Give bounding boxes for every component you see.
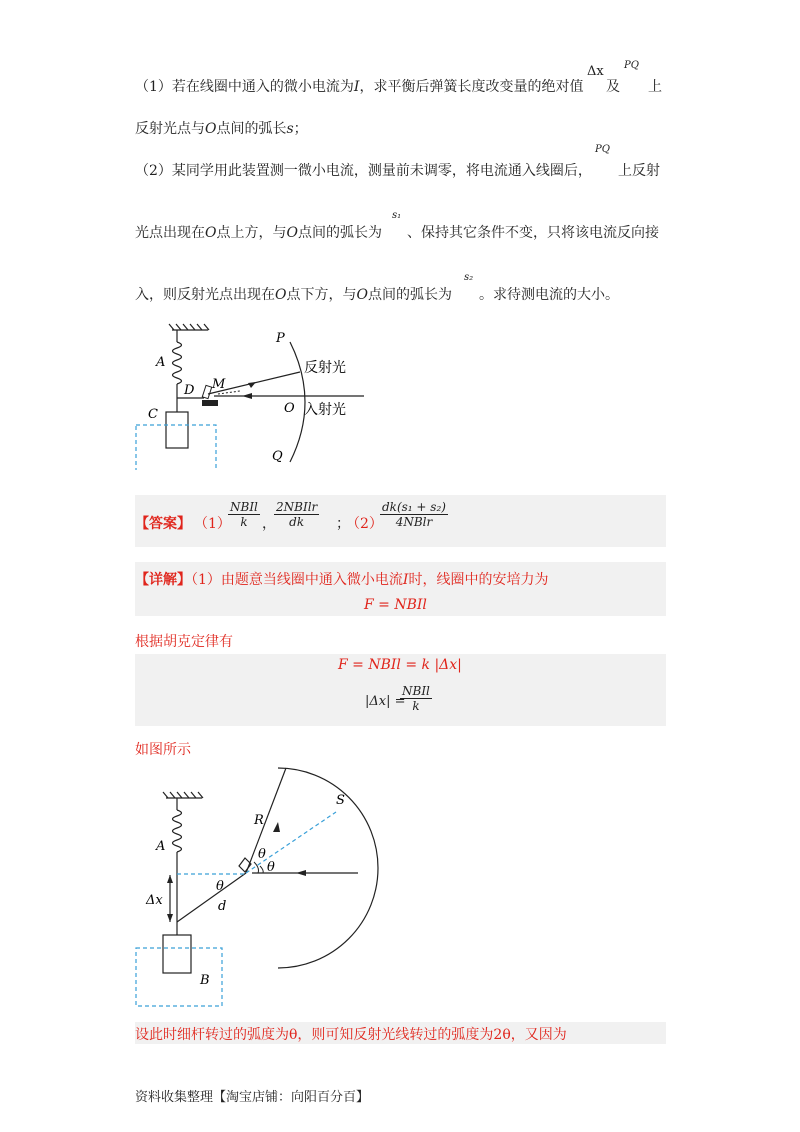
q2-s1: s₁ — [392, 210, 402, 221]
fig1-label-A: A — [156, 355, 166, 370]
fig1-label-Q: Q — [272, 449, 283, 464]
fig2-label-S: S — [336, 793, 345, 808]
fig1-label-incident: 入射光 — [304, 402, 346, 418]
figure-2-geometry — [130, 760, 380, 1010]
answer-frac-1: NBIl k — [230, 500, 258, 529]
fig2-label-A: A — [156, 839, 166, 854]
fig2-label-dx: Δx — [146, 893, 163, 908]
as-shown-text: 如图所示 — [135, 742, 191, 758]
q2-pq: PQ — [595, 144, 610, 155]
detail-eq-abs-lhs: |Δx| = — [365, 694, 406, 709]
fig1-label-C: C — [148, 407, 158, 422]
fig1-label-D: D — [184, 383, 195, 398]
answer-frac-2: 2NBIlr dk — [276, 500, 318, 529]
fig2-label-R: R — [254, 813, 264, 828]
detail-eq-hooke: F = NBIl = k |Δx| — [338, 657, 462, 673]
q1-ji: 及 — [606, 79, 620, 95]
fig1-label-O: O — [284, 401, 295, 416]
q1-line2: 反射光点与O点间的弧长s； — [135, 121, 308, 137]
answer-semicolon: ； — [336, 516, 350, 532]
fig1-label-M: M — [212, 377, 226, 392]
page-footer: 资料收集整理【淘宝店铺：向阳百分百】 — [135, 1090, 370, 1105]
q1-pq: PQ — [624, 60, 639, 71]
q1-delta-x: Δx — [587, 64, 604, 79]
detail-eq-abs-frac: NBIl k — [402, 684, 430, 713]
q2-line3-end: 。求待测电流的大小。 — [479, 287, 619, 303]
fig2-label-d: d — [218, 899, 227, 914]
answer-part1: （1） — [194, 516, 231, 532]
q2-line2-end: 、保持其它条件不变，只将该电流反向接 — [407, 225, 659, 241]
fig1-label-P: P — [276, 331, 285, 346]
answer-comma: ， — [262, 516, 276, 532]
answer-part2: （2） — [346, 516, 383, 532]
q1-line1: （1）若在线圈中通入的微小电流为I，求平衡后弹簧长度改变量的绝对值 — [135, 79, 584, 95]
q2-line3: 入，则反射光点出现在O点下方，与O点间的弧长为 — [135, 287, 452, 303]
fig2-label-theta-1: θ — [258, 847, 266, 862]
detail-last-line: 设此时细杆转过的弧度为θ，则可知反射光线转过的弧度为2θ，又因为 — [135, 1027, 567, 1043]
q1-shang: 上 — [648, 79, 662, 95]
q2-line2: 光点出现在O点上方，与O点间的弧长为 — [135, 225, 382, 241]
hooke-law-text: 根据胡克定律有 — [135, 634, 233, 650]
answer-label: 【答案】 — [135, 516, 191, 532]
fig2-label-theta-3: θ — [216, 879, 224, 894]
detail-eq-force: F = NBIl — [364, 597, 427, 613]
fig2-label-theta-2: θ — [267, 860, 275, 875]
mirror-m — [202, 385, 211, 398]
q2-s2: s₂ — [464, 272, 474, 283]
answer-frac-3: dk(s₁ + s₂) 4NBlr — [382, 500, 446, 529]
q2-line1-end: 上反射 — [618, 163, 660, 179]
fig1-label-reflected: 反射光 — [304, 360, 346, 376]
fig2-label-B: B — [200, 973, 210, 988]
figure-1-apparatus — [130, 320, 370, 470]
detail-line1: 【详解】（1）由题意当线圈中通入微小电流I时，线圈中的安培力为 — [135, 572, 549, 588]
q2-line1: （2）某同学用此装置测一微小电流，测量前未调零，将电流通入线圈后， — [135, 163, 592, 179]
